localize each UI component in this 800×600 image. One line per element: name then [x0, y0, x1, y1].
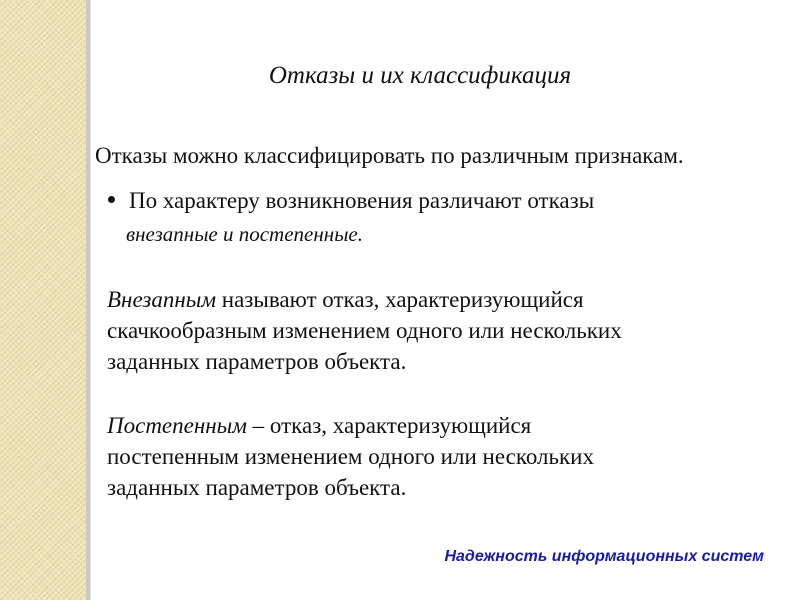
definition-text: – отказ, характеризующийся [246, 413, 532, 438]
bullet-text: По характеру возникновения различают отказы [129, 188, 595, 213]
slide-title: Отказы и их классификация [268, 62, 572, 89]
definition-line [107, 410, 594, 441]
definition-term: Внезапным [107, 287, 217, 312]
bullet-icon [108, 196, 115, 203]
footer-course-title: Надежность информационных систем [444, 548, 764, 565]
bullet-continuation: внезапные и постепенные. [126, 222, 363, 246]
definition-line [107, 284, 622, 315]
definition-text: называют отказ, характеризующийся [216, 287, 584, 312]
definition-term: Постепенным [107, 413, 247, 438]
definition-line: постепенным изменением одного или нескольких [107, 444, 594, 469]
definition-line: скачкообразным изменением одного или нескольких [107, 318, 622, 343]
bullet-item [108, 188, 594, 214]
definition-sudden [107, 284, 622, 377]
definition-gradual [107, 410, 594, 503]
intro-text: Отказы можно классифицировать по различным признакам. [95, 143, 684, 168]
definition-line: заданных параметров объекта. [107, 475, 407, 500]
side-divider-line [86, 0, 91, 600]
decorative-side-band [0, 0, 86, 600]
definition-line: заданных параметров объекта. [107, 349, 407, 374]
